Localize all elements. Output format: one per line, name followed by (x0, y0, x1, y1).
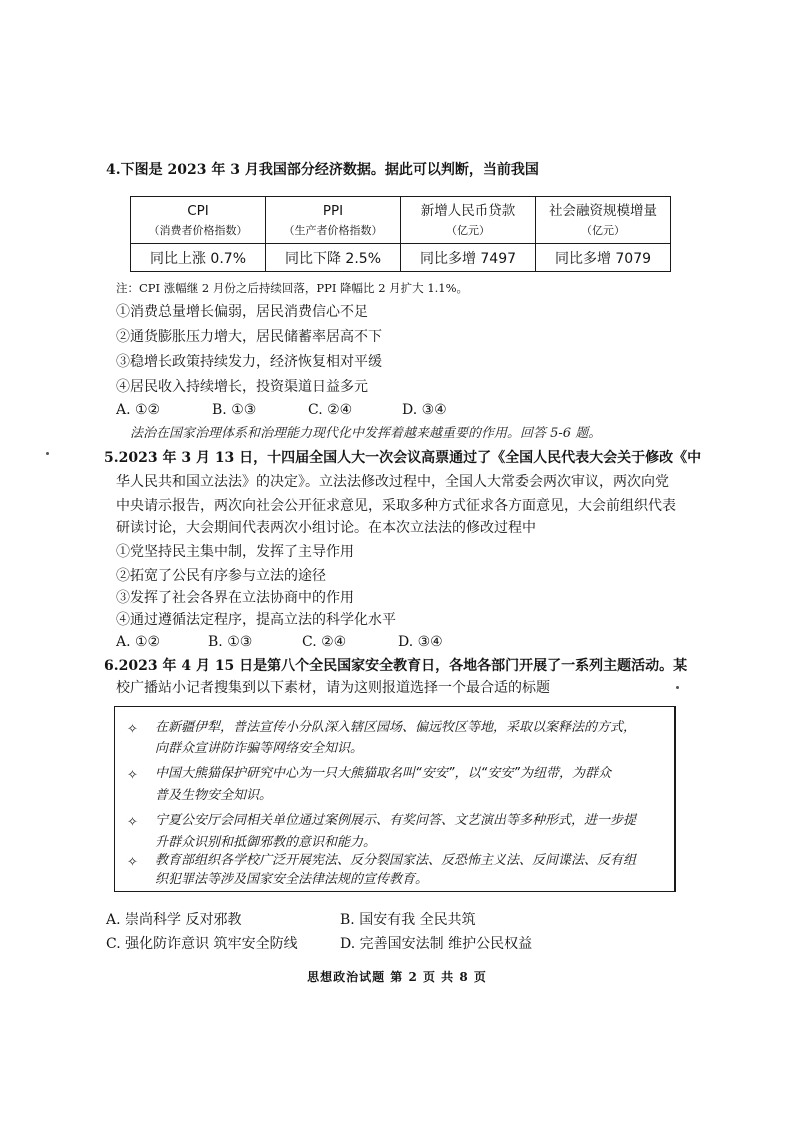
material-line: 普及生物安全知识。 (155, 788, 273, 803)
economic-data-table (130, 196, 671, 272)
table-cell: 同比多增 7497 (401, 244, 536, 272)
q5-stem-line: 中央请示报告，两次向社会公开征求意见，采取多种方式征求各方面意见，大会前组织代表 (116, 498, 676, 514)
q6-stem-line: 校广播站小记者搜集到以下素材，请为这则报道选择一个最合适的标题 (116, 680, 550, 696)
q5-option-c[interactable]: C. ②④ (302, 634, 347, 650)
q5-stem-line: 研读讨论，大会期间代表两次小组讨论。在本次立法法的修改过程中 (116, 520, 536, 536)
q4-option-c[interactable]: C. ②④ (308, 402, 353, 418)
table-cell: 同比上涨 0.7% (131, 244, 266, 272)
table-cell: 同比多增 7079 (536, 244, 671, 272)
q6-option-d[interactable]: D. 完善国安法制 维护公民权益 (340, 936, 533, 952)
intro-q5-6: 法治在国家治理体系和治理能力现代化中发挥着越来越重要的作用。回答 5-6 题。 (130, 426, 602, 441)
table-header-ppi: PPI （生产者价格指数） (266, 197, 401, 244)
q5-statement: ②拓宽了公民有序参与立法的途径 (116, 568, 326, 584)
q5-stem-line: 华人民共和国立法法》的决定》。立法法修改过程中，全国人大常委会两次审议，两次向党 (116, 474, 669, 490)
q6-option-a[interactable]: A. 崇尚科学 反对邪教 (106, 912, 242, 928)
scan-speck (46, 452, 49, 455)
q4-stem: 4.下图是 2023 年 3 月我国部分经济数据。据此可以判断，当前我国 (106, 162, 539, 178)
material-line: 在新疆伊犁，普法宣传小分队深入辖区园场、偏远牧区等地，采取以案释法的方式， (155, 720, 637, 735)
q6-stem-line: 6.2023 年 4 月 15 日是第八个全民国家安全教育日，各地各部门开展了一系列主题活动。某 (104, 658, 688, 674)
q5-option-d[interactable]: D. ③④ (398, 634, 443, 650)
q5-statement: ④通过遵循法定程序，提高立法的科学化水平 (116, 612, 396, 628)
diamond-bullet-icon: ✧ (127, 722, 138, 737)
diamond-bullet-icon: ✧ (127, 768, 138, 783)
q4-statement: ④居民收入持续增长，投资渠道日益多元 (116, 379, 368, 395)
q4-option-a[interactable]: A. ①② (116, 402, 161, 418)
material-box (114, 706, 676, 892)
table-header-cpi: CPI （消费者价格指数） (131, 197, 266, 244)
scan-speck (676, 686, 679, 689)
page-footer: 思想政治试题 第 2 页 共 8 页 (307, 970, 487, 984)
q4-option-d[interactable]: D. ③④ (402, 402, 447, 418)
material-line: 织犯罪法等涉及国家安全法律法规的宣传教育。 (155, 872, 429, 887)
diamond-bullet-icon: ✧ (127, 855, 138, 870)
q5-option-b[interactable]: B. ①③ (208, 634, 253, 650)
q5-statement: ①党坚持民主集中制，发挥了主导作用 (116, 544, 354, 560)
material-line: 教育部组织各学校广泛开展宪法、反分裂国家法、反恐怖主义法、反间谍法、反有组 (155, 853, 637, 868)
q4-note: 注：CPI 涨幅继 2 月份之后持续回落，PPI 降幅比 2 月扩大 1.1%。 (116, 281, 469, 295)
q4-statement: ①消费总量增长偏弱，居民消费信心不足 (116, 304, 368, 320)
material-line: 升群众识别和抵御邪教的意识和能力。 (155, 835, 377, 850)
q4-statement: ③稳增长政策持续发力，经济恢复相对平缓 (116, 354, 382, 370)
material-line: 中国大熊猫保护研究中心为一只大熊猫取名叫“安安”，以“安安”为纽带，为群众 (155, 766, 611, 781)
material-line: 向群众宣讲防诈骗等网络安全知识。 (155, 741, 364, 756)
q4-statement: ②通货膨胀压力增大，居民储蓄率居高不下 (116, 329, 382, 345)
q5-stem-line: 5.2023 年 3 月 13 日，十四届全国人大一次会议高票通过了《全国人民代表大会关于修改《中 (104, 450, 702, 466)
q5-statement: ③发挥了社会各界在立法协商中的作用 (116, 590, 354, 606)
q4-option-b[interactable]: B. ①③ (212, 402, 257, 418)
diamond-bullet-icon: ✧ (127, 815, 138, 830)
table-header-loans: 新增人民币贷款 （亿元） (401, 197, 536, 244)
material-line: 宁夏公安厅会同相关单位通过案例展示、有奖问答、文艺演出等多种形式，进一步提 (155, 813, 637, 828)
table-cell: 同比下降 2.5% (266, 244, 401, 272)
q6-option-b[interactable]: B. 国安有我 全民共筑 (340, 912, 476, 928)
q5-option-a[interactable]: A. ①② (116, 634, 161, 650)
table-header-financing: 社会融资规模增量 （亿元） (536, 197, 671, 244)
q6-option-c[interactable]: C. 强化防诈意识 筑牢安全防线 (106, 936, 298, 952)
